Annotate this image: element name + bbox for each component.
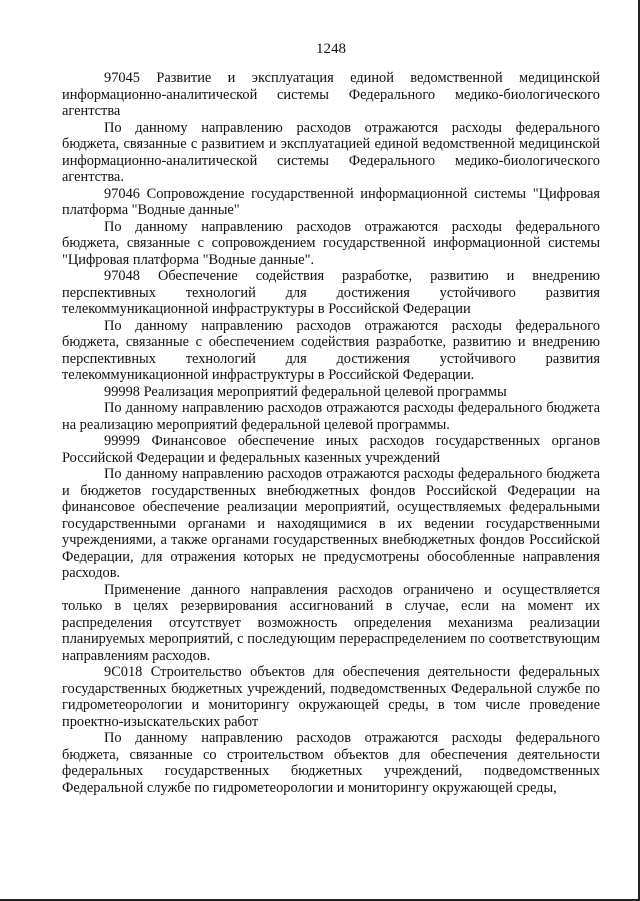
paragraph-99999-restriction: Применение данного направления расходов ограничено и осуществляется только в целях резервирования ассигнований в случае, если на момент их распределения отсутствует возможность определения механизма реализации планируемых мероприятий, с последующим перераспределением по соответствующим направлениям расходов.	[62, 581, 600, 664]
paragraph-9c018-body: По данному направлению расходов отражаются расходы федерального бюджета, связанные со строительством объектов для обеспечения деятельности федеральных государственных бюджетных учреждений, подведомственных Федеральной службе по гидрометеорологии и мониторингу окружающей среды,	[62, 730, 600, 796]
paragraph-97045-body: По данному направлению расходов отражаются расходы федерального бюджета, связанные с развитием и эксплуатацией единой ведомственной медицинской информационно-аналитической системы Федерального медико-биологического агентства.	[62, 119, 600, 185]
paragraph-99999-heading: 99999 Финансовое обеспечение иных расходов государственных органов Российской Федерации и федеральных казенных учреждений	[62, 433, 600, 466]
paragraph-99999-body: По данному направлению расходов отражаются расходы федерального бюджета и бюджетов государственных внебюджетных фондов Российской Федерации на финансовое обеспечение реализации мероприятий, осуществляемых федеральными государственными органами и находящимися в их ведении государственными учреждениями, а также органами государственных внебюджетных фондов Российской Федерации, для отражения которых не предусмотрены обособленные направления расходов.	[62, 466, 600, 581]
paragraph-99998-heading: 99998 Реализация мероприятий федеральной целевой программы	[104, 383, 507, 400]
paragraph-97048-heading: 97048 Обеспечение содействия разработке, развитию и внедрению перспективных технологий для достижения устойчивого развития телекоммуникационной инфраструктуры в Российской Федерации	[62, 268, 600, 317]
paragraph-97046-heading: 97046 Сопровождение государственной информационной системы "Цифровая платформа "Водные данные"	[62, 185, 600, 218]
paragraph-9c018-heading: 9С018 Строительство объектов для обеспечения деятельности федеральных государственных бюджетных учреждений, подведомственных Федеральной службе по гидрометеорологии и мониторингу окружающей среды, в том числе проведение проектно-изыскательских работ	[62, 664, 600, 730]
paragraph-99998-body: По данному направлению расходов отражаются расходы федерального бюджета на реализацию мероприятий федеральной целевой программы.	[62, 400, 600, 433]
page-number: 1248	[316, 41, 346, 57]
paragraph-97046-body: По данному направлению расходов отражаются расходы федерального бюджета, связанные с сопровождением государственной информационной системы "Цифровая платформа "Водные данные".	[62, 218, 600, 268]
paragraph-97045-heading: 97045 Развитие и эксплуатация единой ведомственной медицинской информационно-аналитической системы Федерального медико-биологического агентства	[62, 70, 600, 119]
paragraph-97048-body: По данному направлению расходов отражаются расходы федерального бюджета, связанные с обеспечением содействия разработке, развитию и внедрению перспективных технологий для достижения устойчивого развития телекоммуникационной инфраструктуры в Российской Федерации.	[62, 317, 600, 383]
